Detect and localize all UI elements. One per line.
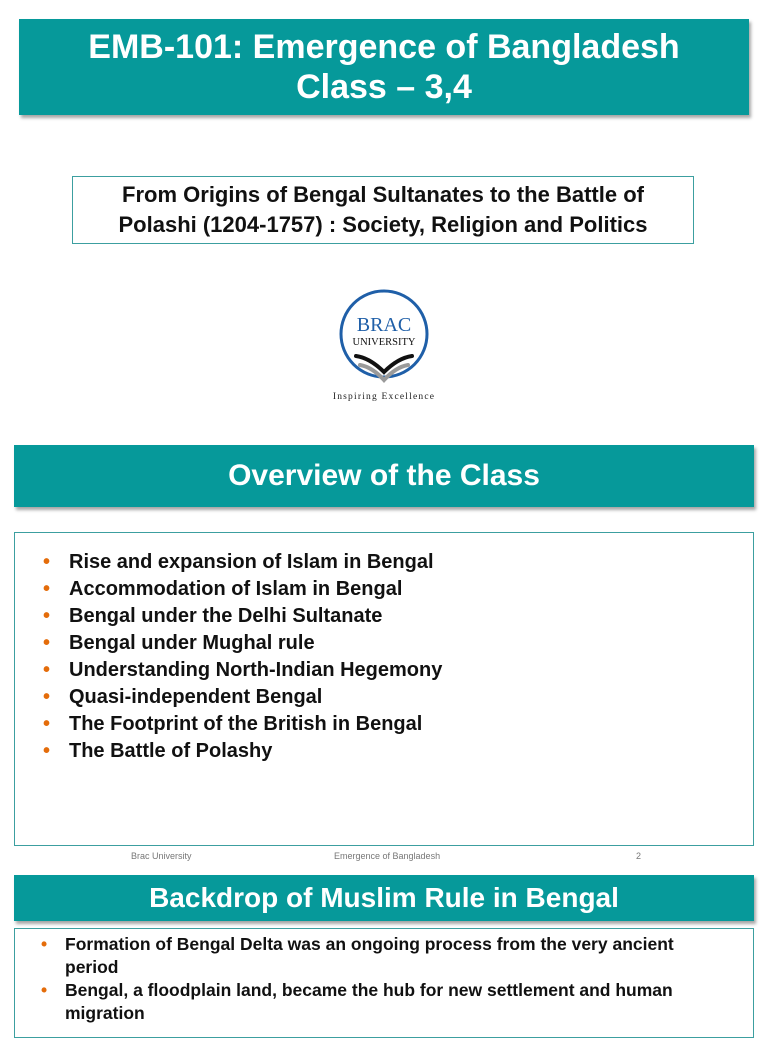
list-item: • Bengal, a floodplain land, became the hub for new settlement and human migration [41, 979, 721, 1025]
list-item: • The Battle of Polashy [43, 738, 442, 765]
backdrop-content-box [14, 928, 754, 1038]
list-item: • Rise and expansion of Islam in Bengal [43, 549, 442, 576]
backdrop-bullet-list [41, 933, 721, 1025]
lecture-subtitle-box [72, 176, 694, 244]
course-title: EMB-101: Emergence of Bangladesh [88, 28, 680, 66]
backdrop-title-banner: Backdrop of Muslim Rule in Bengal [14, 875, 754, 921]
list-item: • Understanding North-Indian Hegemony [43, 657, 442, 684]
footer-organization: Brac University [131, 851, 192, 861]
overview-title-banner: Overview of the Class [14, 445, 754, 507]
list-item: • Bengal under Mughal rule [43, 630, 442, 657]
footer-page-number: 2 [636, 851, 642, 861]
class-number: Class – 3,4 [296, 68, 472, 106]
footer-course: Emergence of Bangladesh [334, 851, 441, 861]
slide-footer [0, 849, 768, 863]
list-item: • Formation of Bengal Delta was an ongoing process from the very ancient period [41, 933, 721, 979]
overview-content-box [14, 532, 754, 846]
list-item: • Bengal under the Delhi Sultanate [43, 603, 442, 630]
slide1-title-banner [19, 19, 749, 115]
list-item: • The Footprint of the British in Bengal [43, 711, 442, 738]
subtitle-line-1: From Origins of Bengal Sultanates to the Battle of [122, 182, 644, 207]
logo-sub: UNIVERSITY [352, 337, 416, 348]
list-item: • Accommodation of Islam in Bengal [43, 576, 442, 603]
logo-tagline: Inspiring Excellence [332, 392, 436, 402]
overview-bullet-list [43, 549, 442, 765]
brac-university-logo [318, 288, 450, 403]
logo-name: BRAC [356, 314, 412, 336]
list-item: • Quasi-independent Bengal [43, 684, 442, 711]
subtitle-line-2: Polashi (1204-1757) : Society, Religion and Politics [118, 212, 648, 237]
